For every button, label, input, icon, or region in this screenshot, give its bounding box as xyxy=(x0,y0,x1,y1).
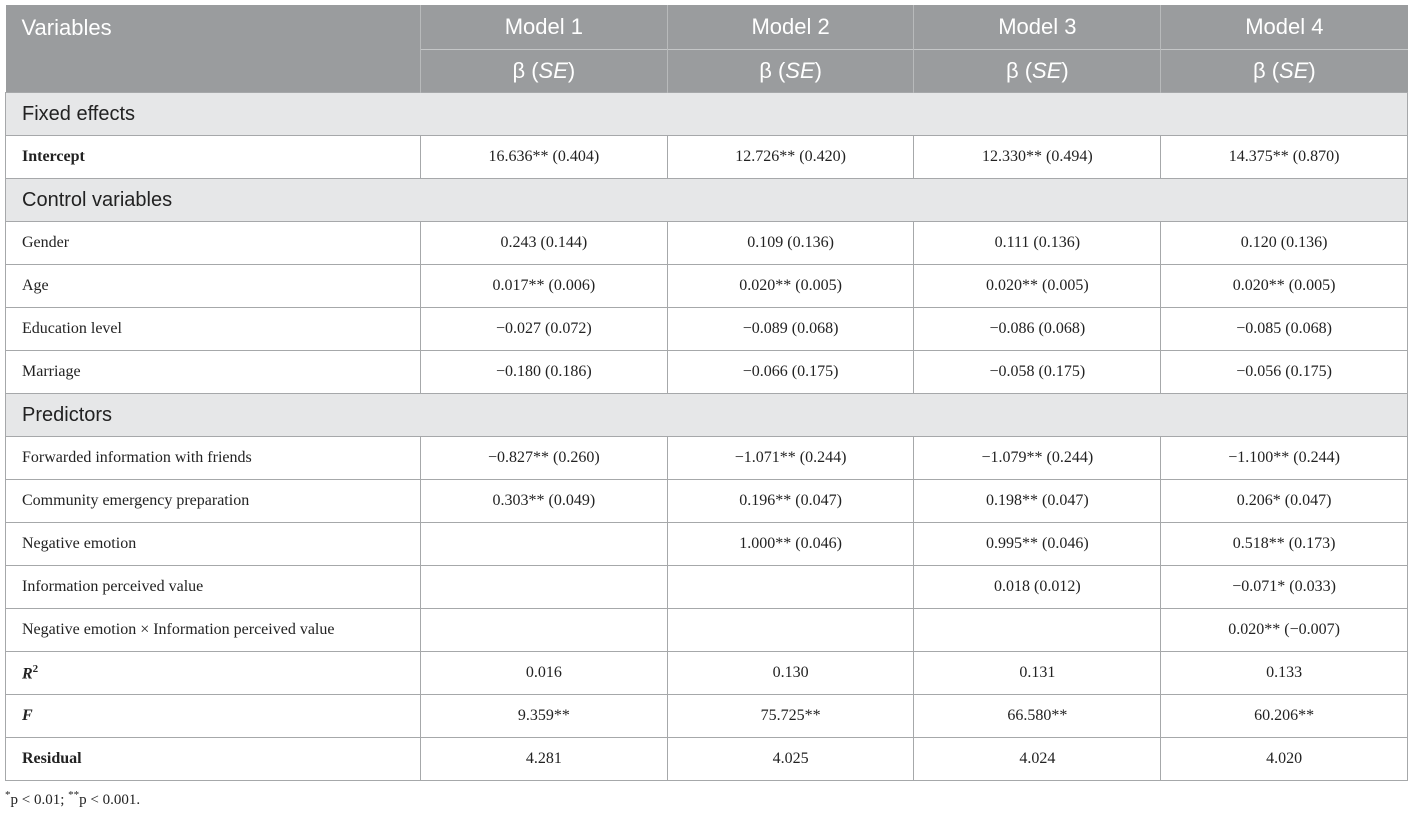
table-cell xyxy=(420,609,667,652)
table-cell: −0.056 (0.175) xyxy=(1161,351,1408,394)
table-row-age xyxy=(6,265,1408,308)
row-label: Negative emotion × Information perceived value xyxy=(6,609,421,652)
table-cell: 12.330** (0.494) xyxy=(914,136,1161,179)
header-stat-2: β (SE) xyxy=(667,50,914,93)
r-superscript: 2 xyxy=(32,662,39,675)
header-variables: Variables xyxy=(6,5,421,93)
table-cell: 0.020** (−0.007) xyxy=(1161,609,1408,652)
section-label: Control variables xyxy=(6,179,1408,222)
table-cell: 9.359** xyxy=(420,695,667,738)
table-cell: −1.071** (0.244) xyxy=(667,437,914,480)
table-cell xyxy=(667,609,914,652)
table-cell: 4.025 xyxy=(667,738,914,781)
section-label: Predictors xyxy=(6,394,1408,437)
table-cell: 60.206** xyxy=(1161,695,1408,738)
table-cell: 0.120 (0.136) xyxy=(1161,222,1408,265)
r-symbol: R xyxy=(22,665,33,683)
row-label: Residual xyxy=(6,738,421,781)
table-header xyxy=(6,5,1408,93)
table-cell: −0.180 (0.186) xyxy=(420,351,667,394)
row-label: Negative emotion xyxy=(6,523,421,566)
table-row-community-emergency xyxy=(6,480,1408,523)
table-cell xyxy=(420,523,667,566)
table-cell: 0.016 xyxy=(420,652,667,695)
table-row-marriage xyxy=(6,351,1408,394)
table-cell: 12.726** (0.420) xyxy=(667,136,914,179)
header-stat-1: β (SE) xyxy=(420,50,667,93)
header-stat-3: β (SE) xyxy=(914,50,1161,93)
table-cell: 0.020** (0.005) xyxy=(1161,265,1408,308)
table-cell: −0.827** (0.260) xyxy=(420,437,667,480)
table-cell: −1.079** (0.244) xyxy=(914,437,1161,480)
table-cell: −0.089 (0.068) xyxy=(667,308,914,351)
table-row-residual xyxy=(6,738,1408,781)
table-cell: −0.066 (0.175) xyxy=(667,351,914,394)
row-label: Marriage xyxy=(6,351,421,394)
section-row-predictors xyxy=(6,394,1408,437)
row-label: Age xyxy=(6,265,421,308)
row-label: Intercept xyxy=(6,136,421,179)
table-row-information-perceived-value xyxy=(6,566,1408,609)
table-cell: 0.206* (0.047) xyxy=(1161,480,1408,523)
table-row-f xyxy=(6,695,1408,738)
table-cell: −1.100** (0.244) xyxy=(1161,437,1408,480)
row-label: Forwarded information with friends xyxy=(6,437,421,480)
table-body xyxy=(6,93,1408,781)
table-cell: 0.198** (0.047) xyxy=(914,480,1161,523)
header-model-3: Model 3 xyxy=(914,5,1161,50)
table-footnote: *p < 0.01; **p < 0.001. xyxy=(5,789,141,808)
table-row-interaction xyxy=(6,609,1408,652)
table-cell xyxy=(667,566,914,609)
section-label: Fixed effects xyxy=(6,93,1408,136)
table-cell: 0.995** (0.046) xyxy=(914,523,1161,566)
table-cell: 0.111 (0.136) xyxy=(914,222,1161,265)
header-model-4: Model 4 xyxy=(1161,5,1408,50)
header-stat-4: β (SE) xyxy=(1161,50,1408,93)
table-cell: 75.725** xyxy=(667,695,914,738)
table-cell: 0.020** (0.005) xyxy=(914,265,1161,308)
section-row-control-variables xyxy=(6,179,1408,222)
header-model-1: Model 1 xyxy=(420,5,667,50)
row-label: Information perceived value xyxy=(6,566,421,609)
table-row-r-squared xyxy=(6,652,1408,695)
header-model-2: Model 2 xyxy=(667,5,914,50)
row-label: Gender xyxy=(6,222,421,265)
regression-table-container xyxy=(5,5,1408,781)
table-row-forwarded-information xyxy=(6,437,1408,480)
table-cell: 0.017** (0.006) xyxy=(420,265,667,308)
table-cell: 0.196** (0.047) xyxy=(667,480,914,523)
table-row-negative-emotion xyxy=(6,523,1408,566)
f-symbol: F xyxy=(22,707,33,724)
regression-table xyxy=(5,5,1408,781)
table-cell: 0.018 (0.012) xyxy=(914,566,1161,609)
table-cell: −0.071* (0.033) xyxy=(1161,566,1408,609)
table-cell xyxy=(914,609,1161,652)
table-cell: 0.109 (0.136) xyxy=(667,222,914,265)
table-cell: 0.133 xyxy=(1161,652,1408,695)
table-cell: 0.130 xyxy=(667,652,914,695)
table-cell: −0.058 (0.175) xyxy=(914,351,1161,394)
table-row-education-level xyxy=(6,308,1408,351)
table-cell: 4.020 xyxy=(1161,738,1408,781)
table-cell: 14.375** (0.870) xyxy=(1161,136,1408,179)
row-label xyxy=(6,652,421,695)
table-cell: 0.131 xyxy=(914,652,1161,695)
table-cell: 0.518** (0.173) xyxy=(1161,523,1408,566)
section-row-fixed-effects xyxy=(6,93,1408,136)
table-cell: −0.027 (0.072) xyxy=(420,308,667,351)
table-cell: −0.085 (0.068) xyxy=(1161,308,1408,351)
table-cell: 4.024 xyxy=(914,738,1161,781)
table-cell: 16.636** (0.404) xyxy=(420,136,667,179)
table-cell: 0.303** (0.049) xyxy=(420,480,667,523)
table-cell: −0.086 (0.068) xyxy=(914,308,1161,351)
table-row-intercept xyxy=(6,136,1408,179)
table-cell: 66.580** xyxy=(914,695,1161,738)
table-cell: 4.281 xyxy=(420,738,667,781)
table-cell: 0.243 (0.144) xyxy=(420,222,667,265)
row-label: Community emergency preparation xyxy=(6,480,421,523)
row-label: Education level xyxy=(6,308,421,351)
row-label xyxy=(6,695,421,738)
table-cell: 0.020** (0.005) xyxy=(667,265,914,308)
table-row-gender xyxy=(6,222,1408,265)
table-cell xyxy=(420,566,667,609)
table-cell: 1.000** (0.046) xyxy=(667,523,914,566)
